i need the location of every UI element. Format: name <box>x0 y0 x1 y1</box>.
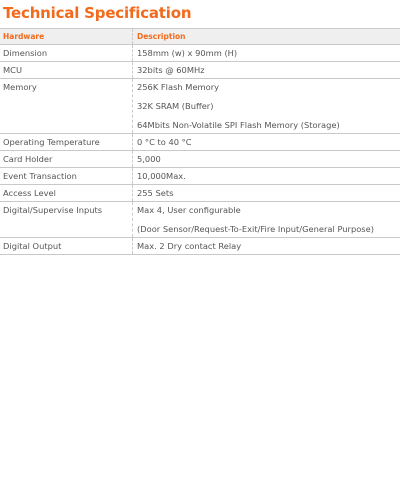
table-row <box>0 168 400 185</box>
description-text: 10,000Max. <box>137 171 186 181</box>
description-text: 5,000 <box>137 154 161 164</box>
hardware-label: MCU <box>3 65 23 75</box>
description-text: 255 Sets <box>137 188 174 198</box>
hardware-label: Card Holder <box>3 154 53 164</box>
table-row <box>0 79 400 134</box>
hardware-label: Memory <box>3 82 37 92</box>
description-text: 256K Flash Memory <box>137 82 220 92</box>
hardware-label: Access Level <box>3 188 56 198</box>
hardware-label: Operating Temperature <box>3 137 100 147</box>
table-header-row <box>0 29 400 45</box>
table-row <box>0 185 400 202</box>
table-row <box>0 62 400 79</box>
hardware-label: Dimension <box>3 48 48 58</box>
hardware-label: Event Transaction <box>3 171 77 181</box>
description-text: 64Mbits Non-Volatile SPI Flash Memory (Storage) <box>137 120 340 130</box>
table-row <box>0 45 400 62</box>
description-text: (Door Sensor/Request-To-Exit/Fire Input/General Purpose) <box>137 224 374 234</box>
table-row <box>0 134 400 151</box>
description-text: 32K SRAM (Buffer) <box>137 101 214 111</box>
table-row <box>0 238 400 255</box>
column-header-hardware: Hardware <box>0 29 133 44</box>
hardware-label: Digital/Supervise Inputs <box>3 205 103 215</box>
hardware-label: Digital Output <box>3 241 62 251</box>
table-row <box>0 151 400 168</box>
description-text: 158mm (w) x 90mm (H) <box>137 48 238 58</box>
description-text: Max 4, User configurable <box>137 205 241 215</box>
description-text: 32bits @ 60MHz <box>137 65 205 75</box>
column-header-description: Description <box>137 32 186 41</box>
spec-table <box>0 28 400 255</box>
description-text: Max. 2 Dry contact Relay <box>137 241 242 251</box>
table-row <box>0 202 400 238</box>
page-title: Technical Specification <box>3 4 192 22</box>
description-text: 0 °C to 40 °C <box>137 137 192 147</box>
